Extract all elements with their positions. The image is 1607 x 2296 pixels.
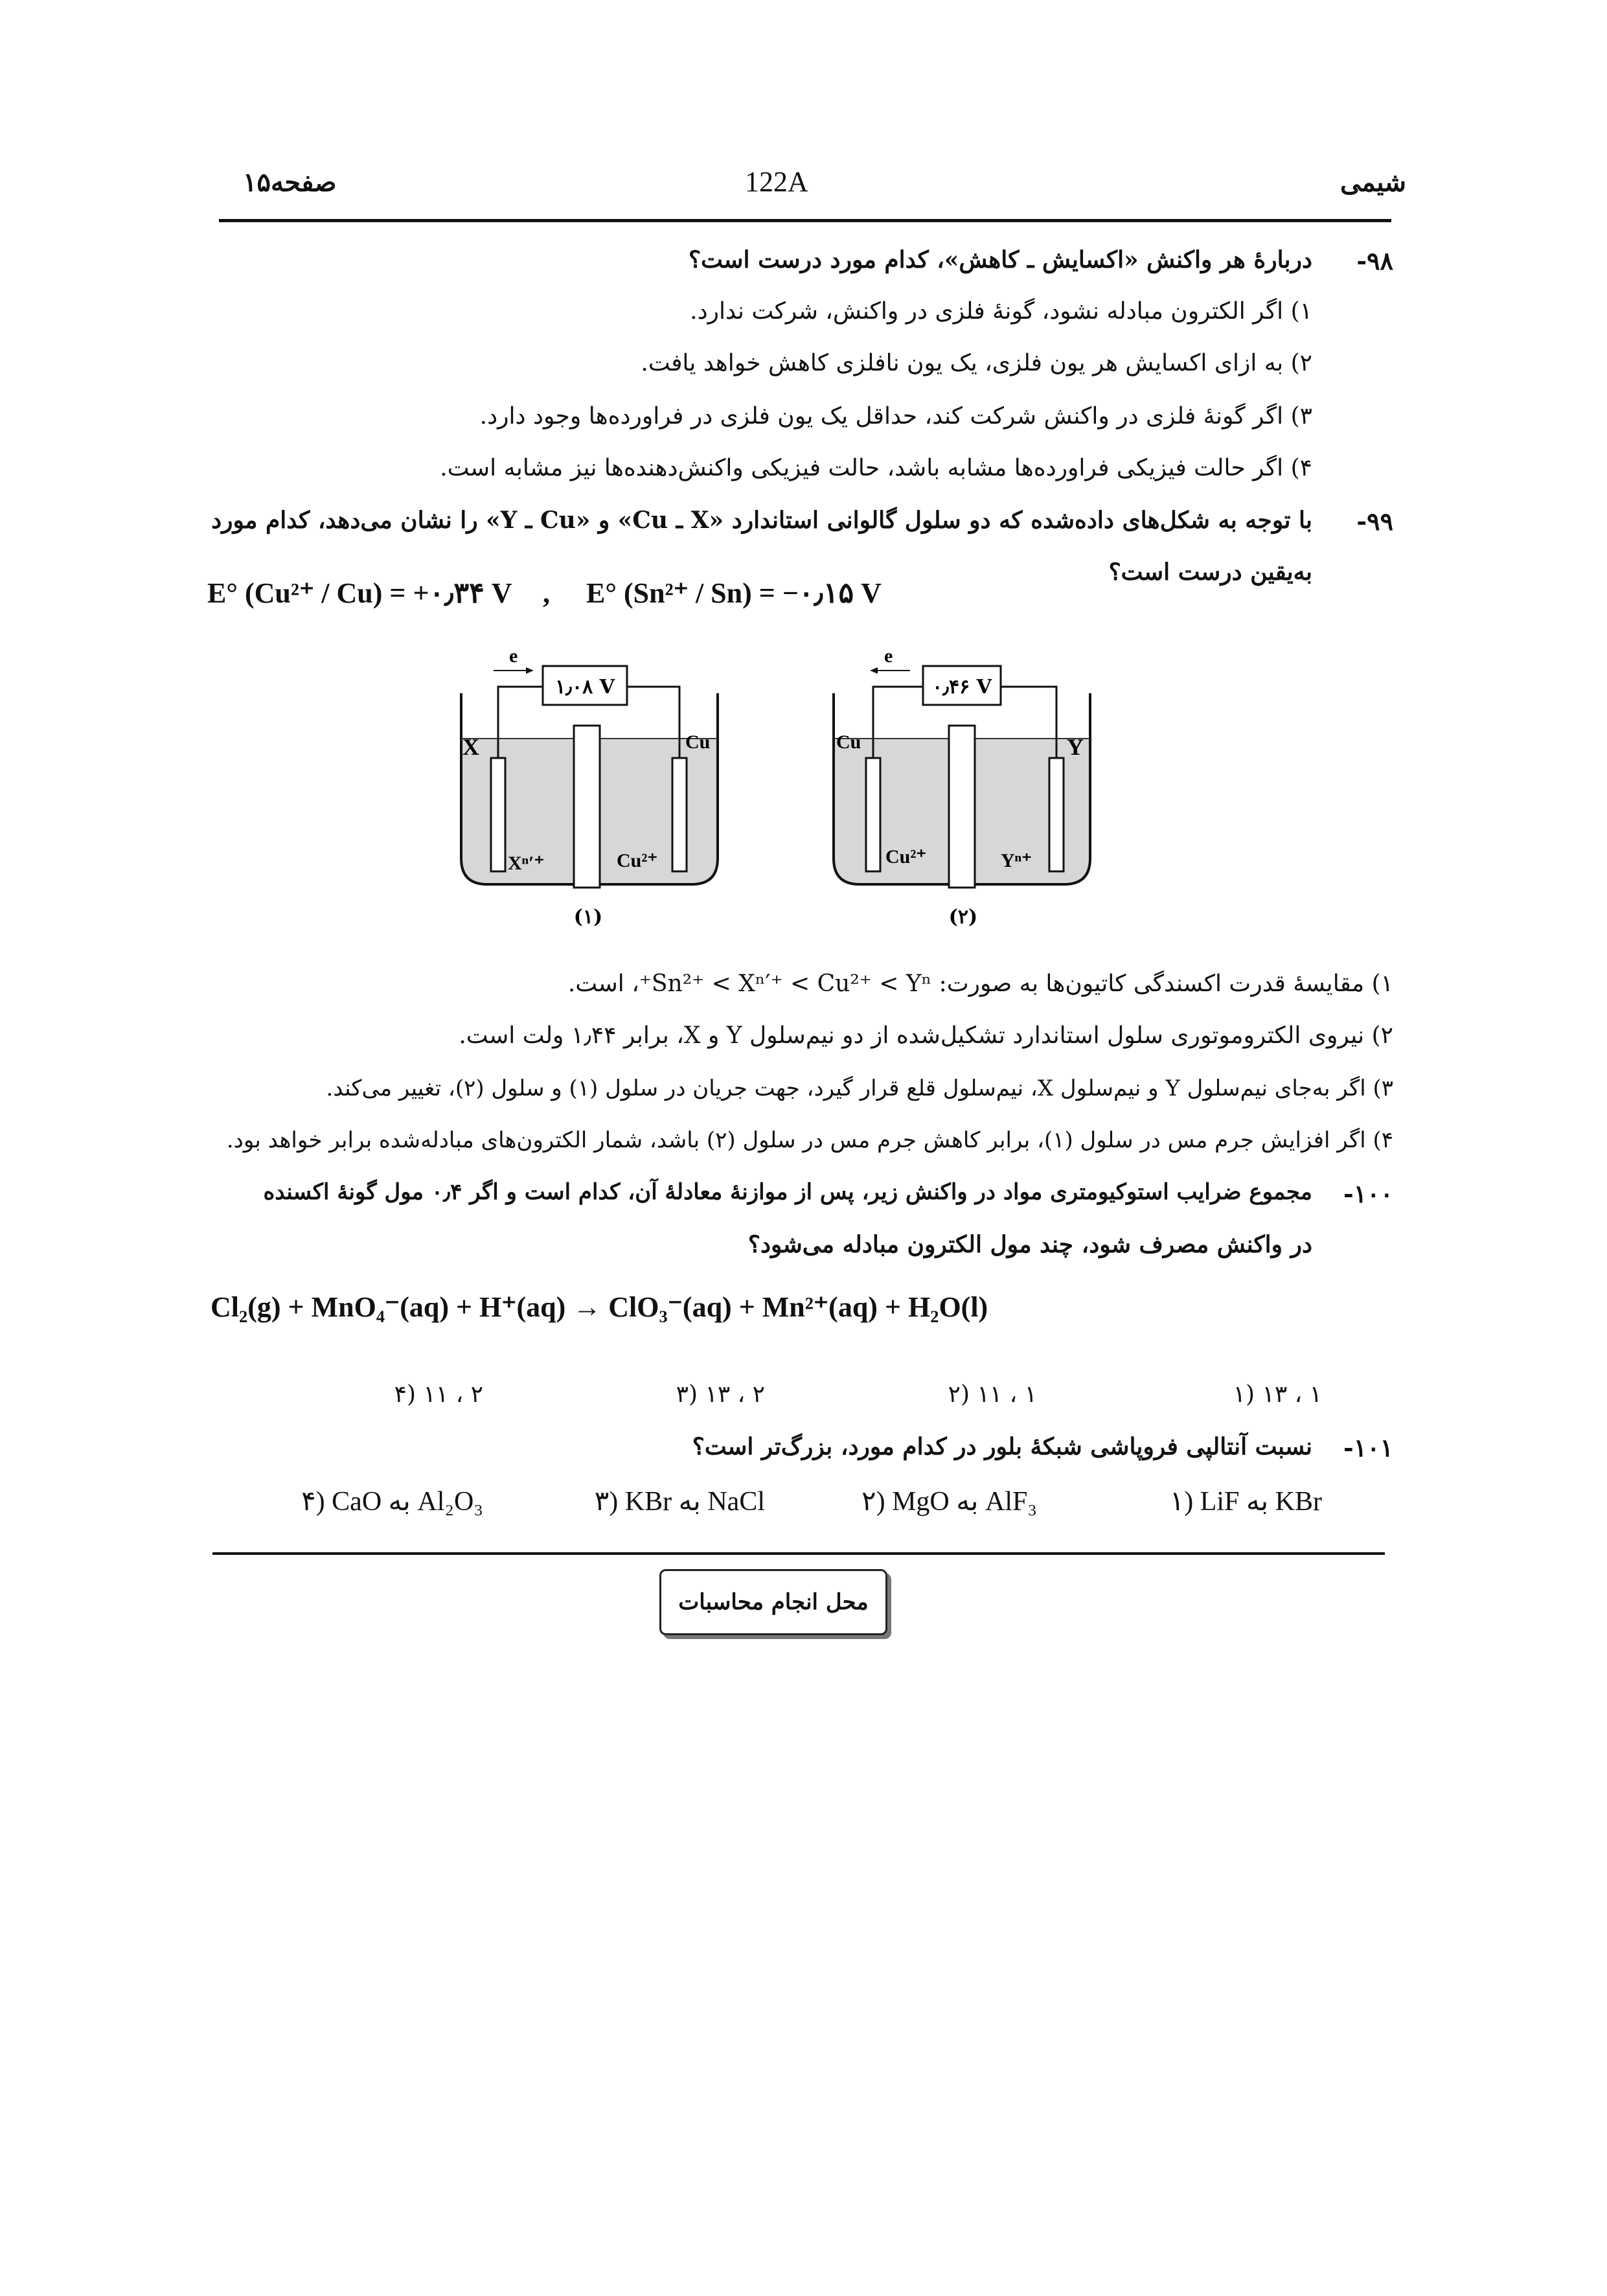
q99-stem-line1: با توجه به شکل‌های داده‌شده که دو سلول گالوانی استاندارد «X ـ Cu» و «Cu ـ Y» را نشان می‌دهد، کدام مورد [211, 507, 1312, 534]
cell-2-caption: (۲) [948, 906, 978, 928]
q98-number: -۹۸ [1356, 246, 1393, 275]
electrode-y-label: Y [1067, 734, 1084, 760]
q99-number: -۹۹ [1356, 507, 1393, 536]
q100-equation: Cl₂(g) + MnO₄⁻(aq) + H⁺(aq) → ClO₃⁻(aq) + Mn²⁺(aq) + H₂O(l) [211, 1291, 988, 1323]
exam-code: 122A [745, 166, 808, 198]
subject-title: شیمی [1339, 167, 1406, 198]
q100-option-1: ۱) ۱۳ ، ۱ [1233, 1381, 1322, 1408]
ion-y-label: Yⁿ⁺ [1001, 850, 1032, 871]
page-number: صفحه۱۵ [243, 167, 337, 198]
galvanic-cell-2 [826, 641, 1098, 939]
q99-stem-line2: به‌یقین درست است؟ [1108, 558, 1312, 586]
salt-bridge-1 [574, 726, 600, 888]
q100-stem-line1: مجموع ضرایب استوکیومتری مواد در واکنش زیر، پس از موازنهٔ معادلهٔ آن، کدام است و اگر ۰٫۴ مول گونهٔ اکسنده [263, 1179, 1312, 1205]
ion-cu-2-label: Cu²⁺ [885, 846, 927, 867]
q100-number: -۱۰۰ [1343, 1179, 1393, 1208]
electrode-cu-2 [866, 758, 880, 871]
electron-label-2: e [884, 645, 893, 667]
ion-x-label: Xⁿ′⁺ [508, 853, 545, 874]
q99-option-1: ۱) مقایسهٔ قدرت اکسندگی کاتیون‌ها به صورت: Sn²⁺ < Xⁿ′⁺ < Cu²⁺ < Yⁿ⁺، است. [567, 970, 1393, 997]
calculation-area-label: محل انجام محاسبات [659, 1569, 887, 1635]
footer-rule [212, 1552, 1385, 1555]
q99-option-3: ۳) اگر به‌جای نیم‌سلول Y و نیم‌سلول X، نیم‌سلول قلع قرار گیرد، جهت جریان در سلول (۱) و سلول (۲)، تغییر می‌کند. [326, 1075, 1393, 1101]
electrode-cu-2-label: Cu [836, 731, 861, 753]
header-rule [219, 219, 1391, 222]
q98-option-1: ۱) اگر الکترون مبادله نشود، گونهٔ فلزی در واکنش، شرکت ندارد. [690, 298, 1312, 325]
q101-option-2: ۲) MgO به AlF₃ [861, 1487, 1037, 1517]
q101-number: -۱۰۱ [1343, 1433, 1393, 1462]
q99-option-2: ۲) نیروی الکتروموتوری سلول استاندارد تشکیل‌شده از دو نیم‌سلول Y و X، برابر ۱٫۴۴ ولت است. [459, 1022, 1393, 1049]
e-separator: , [543, 577, 550, 609]
q98-stem: دربارهٔ هر واکنش «اکسایش ـ کاهش»، کدام مورد درست است؟ [688, 246, 1312, 273]
q100-option-4: ۴) ۱۱ ، ۲ [394, 1381, 483, 1408]
voltmeter-1-reading: ۱٫۰۸ V [555, 676, 615, 698]
electrode-cu-1-label: Cu [685, 731, 711, 753]
q101-option-3: ۳) KBr به NaCl [594, 1487, 765, 1517]
q100-option-2: ۲) ۱۱ ، ۱ [948, 1381, 1037, 1408]
electrode-x-label: X [462, 734, 479, 760]
electrode-x [491, 758, 505, 871]
q101-stem: نسبت آنتالپی فروپاشی شبکهٔ بلور در کدام مورد، بزرگ‌تر است؟ [692, 1433, 1312, 1460]
q99-option-4: ۴) اگر افزایش جرم مس در سلول (۱)، برابر کاهش جرم مس در سلول (۲) باشد، شمار الکترون‌های مبادله‌شده برابر خواهد بود. [226, 1127, 1393, 1153]
q100-stem-line2: در واکنش مصرف شود، چند مول الکترون مبادله می‌شود؟ [747, 1231, 1312, 1258]
q100-option-3: ۳) ۱۳ ، ۲ [676, 1381, 765, 1408]
salt-bridge-2 [949, 726, 975, 888]
cell-1-caption: (۱) [573, 906, 603, 928]
galvanic-cell-1 [453, 641, 725, 939]
e-sn-potential: E° (Sn²⁺ / Sn) = −۰٫۱۵ V [586, 577, 882, 609]
electrode-y [1049, 758, 1064, 871]
q98-option-4: ۴) اگر حالت فیزیکی فراورده‌ها مشابه باشد، حالت فیزیکی واکنش‌دهنده‌ها نیز مشابه است. [440, 455, 1312, 481]
q101-option-4: ۴) CaO به Al₂O₃ [301, 1487, 483, 1517]
q98-option-3: ۳) اگر گونهٔ فلزی در واکنش شرکت کند، حداقل یک یون فلزی در فراورده‌ها وجود دارد. [479, 403, 1312, 430]
electrode-cu-1 [672, 758, 687, 871]
ion-cu-1-label: Cu²⁺ [617, 850, 658, 871]
q98-option-2: ۲) به ازای اکسایش هر یون فلزی، یک یون نافلزی کاهش خواهد یافت. [641, 350, 1312, 376]
voltmeter-2-reading: ۰٫۴۶ V [932, 676, 992, 698]
electron-label-1: e [509, 645, 518, 667]
q101-option-1: ۱) LiF به KBr [1169, 1487, 1322, 1517]
e-cu-potential: E° (Cu²⁺ / Cu) = +۰٫۳۴ V [207, 577, 512, 609]
